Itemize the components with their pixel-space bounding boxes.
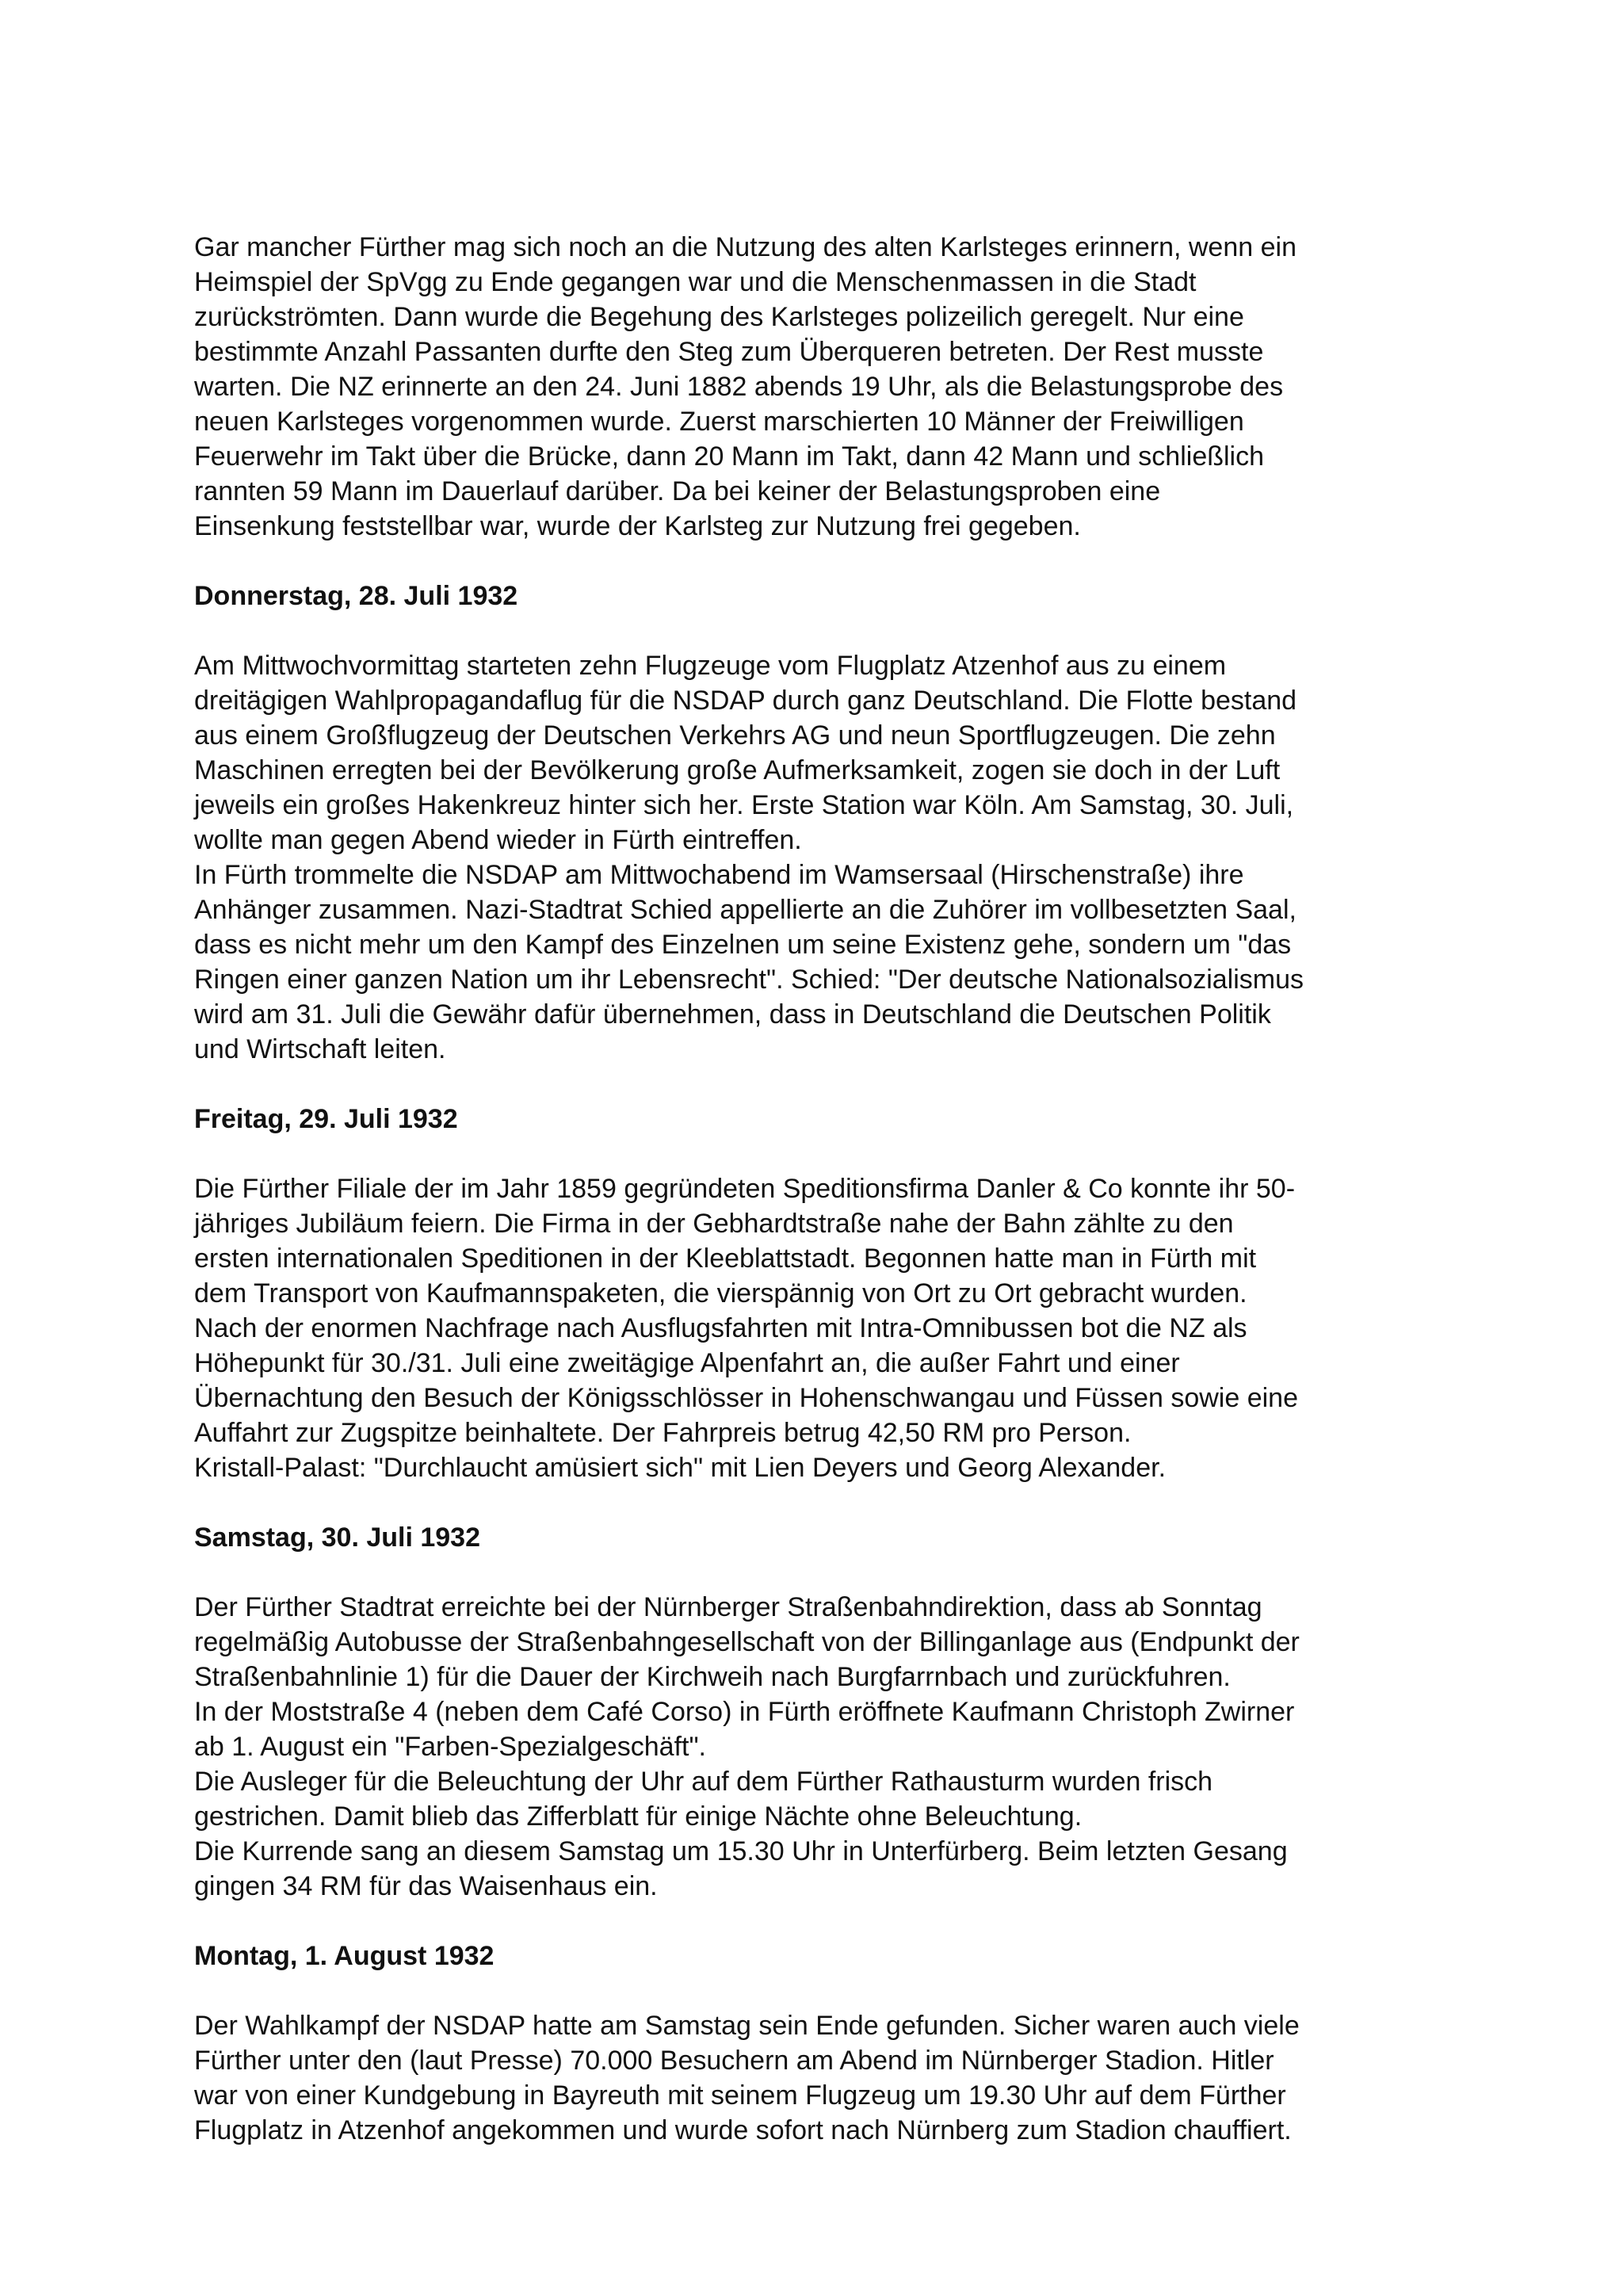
text-line: Höhepunkt für 30./31. Juli eine zweitägige Alpenfahrt an, die außer Fahrt und einer [194,1348,1180,1378]
text-line: aus einem Großflugzeug der Deutschen Verkehrs AG und neun Sportflugzeugen. Die zehn [194,720,1276,751]
text-line: regelmäßig Autobusse der Straßenbahngesellschaft von der Billinganlage aus (Endpunkt der [194,1627,1300,1657]
text-line: zurückströmten. Dann wurde die Begehung des Karlsteges polizeilich geregelt. Nur eine [194,302,1244,332]
text-line: gingen 34 RM für das Waisenhaus ein. [194,1871,658,1901]
text-line: Der Wahlkampf der NSDAP hatte am Samstag sein Ende gefunden. Sicher waren auch viele [194,2011,1300,2041]
text-line: ersten internationalen Speditionen in der Kleeblattstadt. Begonnen hatte man in Fürth mit [194,1244,1257,1274]
text-line: Heimspiel der SpVgg zu Ende gegangen war und die Menschenmassen in die Stadt [194,267,1197,297]
section-paragraph [194,1590,1462,1904]
text-line: dass es nicht mehr um den Kampf des Einzelnen um seine Existenz gehe, sondern um "das [194,930,1292,960]
text-line: rannten 59 Mann im Dauerlauf darüber. Da bei keiner der Belastungsproben eine [194,476,1161,506]
text-line: Gar mancher Fürther mag sich noch an die Nutzung des alten Karlsteges erinnern, wenn ein [194,232,1296,262]
text-line: In der Moststraße 4 (neben dem Café Corso) in Fürth eröffnete Kaufmann Christoph Zwirner [194,1697,1295,1727]
text-line: Auffahrt zur Zugspitze beinhaltete. Der Fahrpreis betrug 42,50 RM pro Person. [194,1418,1132,1448]
document-page [194,230,1462,2148]
text-line: Der Fürther Stadtrat erreichte bei der Nürnberger Straßenbahndirektion, dass ab Sonntag [194,1592,1262,1622]
date-heading: Freitag, 29. Juli 1932 [194,1104,458,1134]
text-line: dreitägigen Wahlpropagandaflug für die NSDAP durch ganz Deutschland. Die Flotte bestand [194,686,1297,716]
text-line: wollte man gegen Abend wieder in Fürth eintreffen. [194,825,802,855]
text-line: Übernachtung den Besuch der Königsschlösser in Hohenschwangau und Füssen sowie eine [194,1383,1298,1413]
text-line: ab 1. August ein "Farben-Spezialgeschäft". [194,1732,706,1762]
text-line: dem Transport von Kaufmannspaketen, die vierspännig von Ort zu Ort gebracht wurden. [194,1278,1247,1308]
text-line: gestrichen. Damit blieb das Zifferblatt für einige Nächte ohne Beleuchtung. [194,1801,1083,1832]
text-line: Straßenbahnlinie 1) für die Dauer der Kirchweih nach Burgfarrnbach und zurückfuhren. [194,1662,1231,1692]
text-line: Fürther unter den (laut Presse) 70.000 Besuchern am Abend im Nürnberger Stadion. Hitler [194,2046,1274,2076]
text-line: Die Ausleger für die Beleuchtung der Uhr auf dem Fürther Rathausturm wurden frisch [194,1767,1213,1797]
intro-paragraph [194,230,1462,544]
text-line: In Fürth trommelte die NSDAP am Mittwochabend im Wamsersaal (Hirschenstraße) ihre [194,860,1244,890]
section-paragraph [194,2008,1462,2148]
text-line: jeweils ein großes Hakenkreuz hinter sich her. Erste Station war Köln. Am Samstag, 30. Juli, [194,790,1294,820]
text-line: Anhänger zusammen. Nazi-Stadtrat Schied appellierte an die Zuhörer im vollbesetzten Saal, [194,895,1296,925]
text-line: Die Fürther Filiale der im Jahr 1859 gegründeten Speditionsfirma Danler & Co konnte ihr 50- [194,1174,1296,1204]
text-line: Flugplatz in Atzenhof angekommen und wurde sofort nach Nürnberg zum Stadion chauffiert. [194,2115,1292,2145]
date-heading: Montag, 1. August 1932 [194,1941,495,1971]
text-line: war von einer Kundgebung in Bayreuth mit seinem Flugzeug um 19.30 Uhr auf dem Fürther [194,2080,1286,2111]
date-heading: Donnerstag, 28. Juli 1932 [194,581,518,611]
text-line: warten. Die NZ erinnerte an den 24. Juni 1882 abends 19 Uhr, als die Belastungsprobe des [194,372,1284,402]
section-paragraph [194,648,1462,1067]
text-line: jähriges Jubiläum feiern. Die Firma in der Gebhardtstraße nahe der Bahn zählte zu den [194,1209,1234,1239]
text-line: Am Mittwochvormittag starteten zehn Flugzeuge vom Flugplatz Atzenhof aus zu einem [194,651,1227,681]
text-line: und Wirtschaft leiten. [194,1034,446,1064]
date-heading: Samstag, 30. Juli 1932 [194,1522,480,1553]
section-paragraph [194,1171,1462,1485]
text-line: bestimmte Anzahl Passanten durfte den Steg zum Überqueren betreten. Der Rest musste [194,337,1264,367]
text-line: Einsenkung feststellbar war, wurde der Karlsteg zur Nutzung frei gegeben. [194,511,1081,541]
text-line: wird am 31. Juli die Gewähr dafür übernehmen, dass in Deutschland die Deutschen Politik [194,999,1271,1030]
text-line: neuen Karlsteges vorgenommen wurde. Zuerst marschierten 10 Männer der Freiwilligen [194,407,1244,437]
text-line: Ringen einer ganzen Nation um ihr Lebensrecht". Schied: "Der deutsche Nationalsozialismus [194,965,1304,995]
text-line: Die Kurrende sang an diesem Samstag um 15.30 Uhr in Unterfürberg. Beim letzten Gesang [194,1836,1288,1866]
text-line: Kristall-Palast: "Durchlaucht amüsiert sich" mit Lien Deyers und Georg Alexander. [194,1453,1167,1483]
text-line: Nach der enormen Nachfrage nach Ausflugsfahrten mit Intra-Omnibussen bot die NZ als [194,1313,1247,1343]
text-line: Feuerwehr im Takt über die Brücke, dann 20 Mann im Takt, dann 42 Mann und schließlich [194,441,1265,472]
text-line: Maschinen erregten bei der Bevölkerung große Aufmerksamkeit, zogen sie doch in der Luft [194,755,1281,785]
